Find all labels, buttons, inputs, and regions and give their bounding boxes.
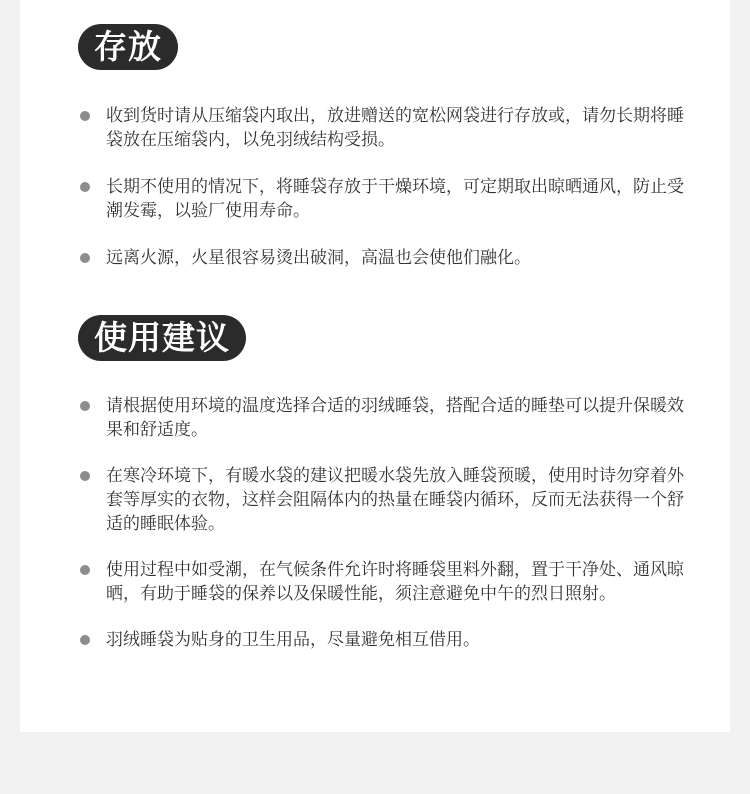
list-item — [78, 175, 698, 223]
bullet-icon — [80, 401, 90, 411]
list-item-text: 使用过程中如受潮，在气候条件允许时将睡袋里料外翻，置于干净处、通风晾晒，有助于睡袋的保养以及保暖性能，须注意避免中午的烈日照射。 — [106, 560, 684, 604]
storage-section-title: 存放 — [78, 24, 178, 70]
list-item — [78, 558, 698, 606]
list-item-text: 远离火源，火星很容易烫出破洞，高温也会使他们融化。 — [106, 248, 531, 268]
usage-list — [78, 394, 698, 674]
bullet-icon — [80, 253, 90, 263]
list-item-text: 请根据使用环境的温度选择合适的羽绒睡袋，搭配合适的睡垫可以提升保暖效果和舒适度。 — [106, 396, 684, 440]
list-item — [78, 246, 698, 270]
list-item — [78, 464, 698, 536]
usage-section-title: 使用建议 — [78, 315, 246, 361]
content-card — [20, 0, 730, 732]
storage-list — [78, 104, 698, 293]
list-item-text: 羽绒睡袋为贴身的卫生用品，尽量避免相互借用。 — [106, 630, 480, 650]
bullet-icon — [80, 565, 90, 575]
list-item-text: 在寒冷环境下，有暖水袋的建议把暖水袋先放入睡袋预暖，使用时诗勿穿着外套等厚实的衣物，这样会阻隔体内的热量在睡袋内循环，反而无法获得一个舒适的睡眠体验。 — [106, 466, 684, 534]
list-item — [78, 628, 698, 652]
list-item-text: 长期不使用的情况下，将睡袋存放于干燥环境，可定期取出晾晒通风，防止受潮发霉，以验厂使用寿命。 — [106, 177, 684, 221]
bullet-icon — [80, 111, 90, 121]
list-item — [78, 104, 698, 152]
bullet-icon — [80, 635, 90, 645]
list-item — [78, 394, 698, 442]
bullet-icon — [80, 182, 90, 192]
bullet-icon — [80, 471, 90, 481]
list-item-text: 收到货时请从压缩袋内取出，放进赠送的宽松网袋进行存放或，请勿长期将睡袋放在压缩袋内，以免羽绒结构受损。 — [106, 106, 684, 150]
